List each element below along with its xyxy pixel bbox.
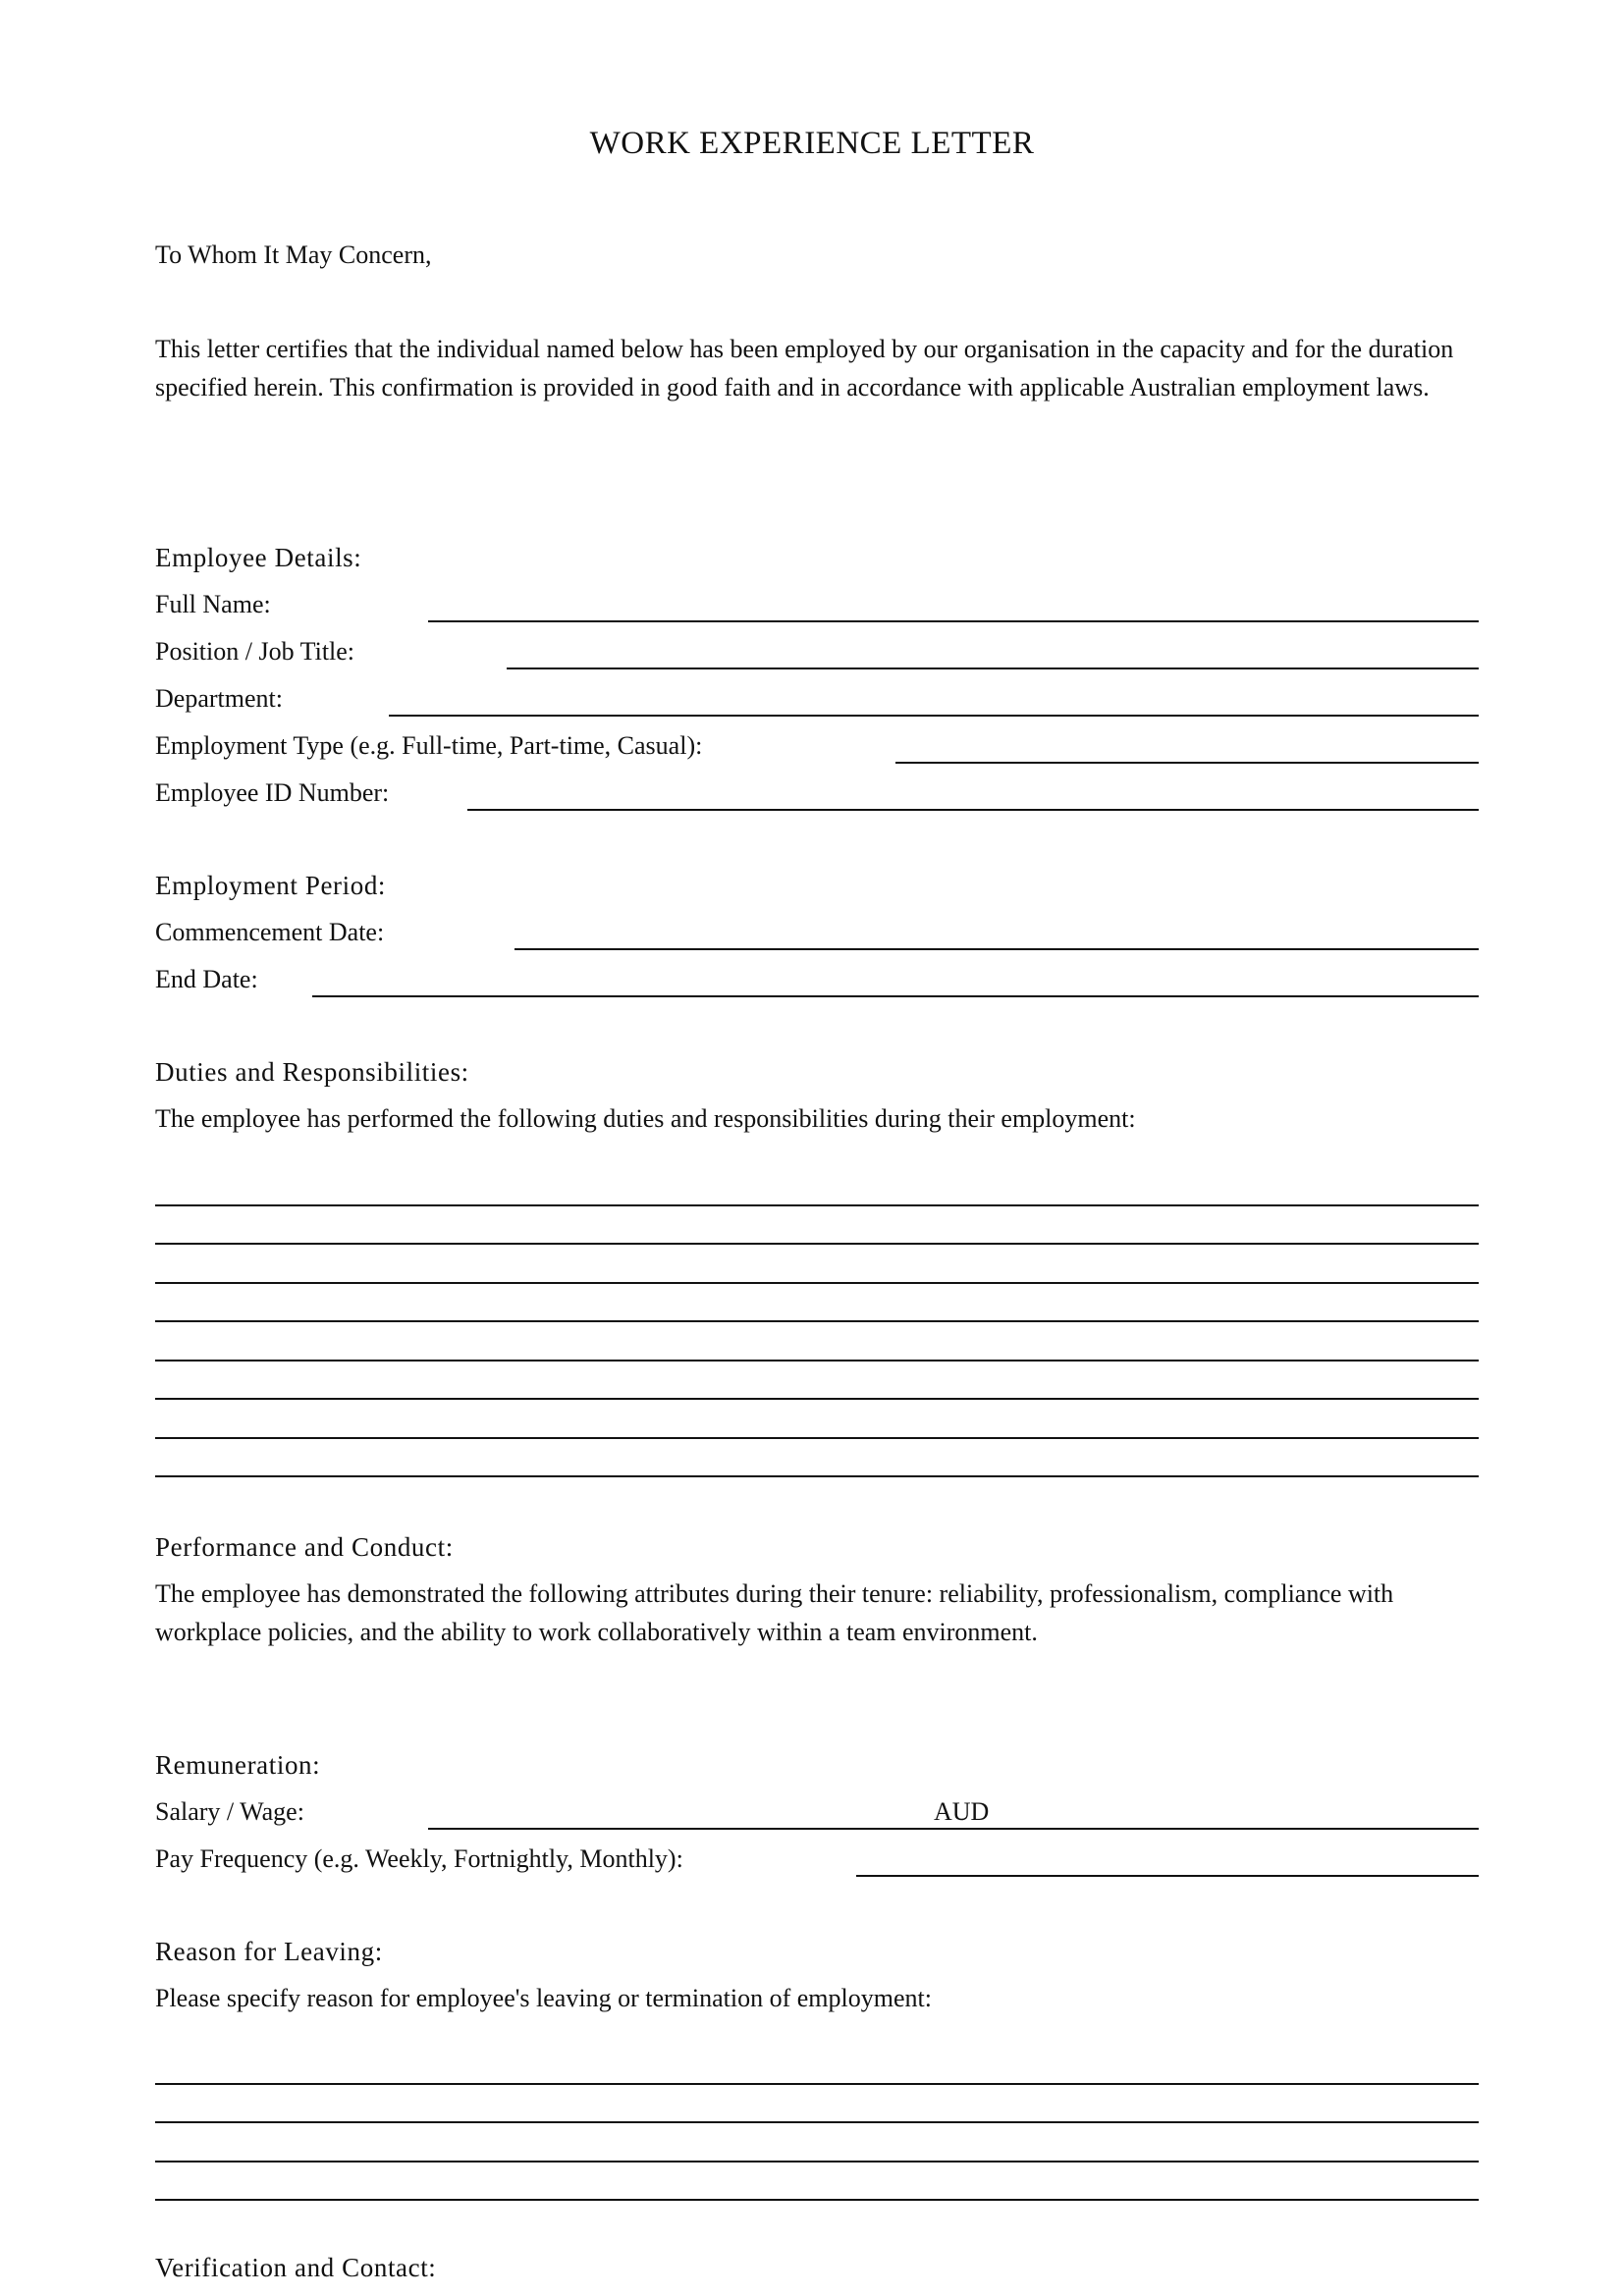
leaving-text: Please specify reason for employee's leaving or termination of employment: (155, 1984, 932, 2012)
salutation: To Whom It May Concern, (155, 240, 432, 269)
commencement-date-label: Commencement Date: (155, 918, 385, 946)
leaving-line[interactable] (155, 2121, 1479, 2123)
full-name-field[interactable] (428, 620, 1479, 622)
performance-heading: Performance and Conduct: (155, 1532, 454, 1562)
position-label: Position / Job Title: (155, 637, 355, 666)
leaving-heading: Reason for Leaving: (155, 1937, 383, 1966)
duties-line[interactable] (155, 1243, 1479, 1245)
position-field[interactable] (507, 667, 1479, 669)
department-label: Department: (155, 684, 283, 713)
employee-details-heading: Employee Details: (155, 543, 362, 572)
employee-id-label: Employee ID Number: (155, 778, 390, 807)
duties-line[interactable] (155, 1320, 1479, 1322)
salary-label: Salary / Wage: (155, 1797, 304, 1826)
employment-type-field[interactable] (895, 762, 1479, 764)
duties-heading: Duties and Responsibilities: (155, 1057, 469, 1087)
remuneration-heading: Remuneration: (155, 1750, 321, 1780)
employment-type-label: Employment Type (e.g. Full-time, Part-time, Casual): (155, 731, 703, 760)
department-field[interactable] (389, 715, 1479, 717)
currency-label: AUD (934, 1797, 990, 1826)
duties-line[interactable] (155, 1360, 1479, 1362)
intro-paragraph: This letter certifies that the individual named below has been employed by our organisation in the capacity and for the duration specified herein. This confirmation is provided in good faith and in accordance with applicable Australian employment laws. (155, 335, 1454, 401)
employee-id-field[interactable] (467, 809, 1479, 811)
end-date-label: End Date: (155, 965, 258, 993)
pay-frequency-field[interactable] (856, 1875, 1479, 1877)
duties-line[interactable] (155, 1398, 1479, 1400)
duties-line[interactable] (155, 1204, 1479, 1206)
verification-heading: Verification and Contact: (155, 2253, 437, 2282)
leaving-line[interactable] (155, 2199, 1479, 2201)
full-name-label: Full Name: (155, 590, 271, 618)
performance-text: The employee has demonstrated the following attributes during their tenure: reliability, professionalism, compliance with workplace policies, and the ability to work collaboratively within a team environment. (155, 1579, 1394, 1646)
pay-frequency-label: Pay Frequency (e.g. Weekly, Fortnightly, Monthly): (155, 1844, 683, 1873)
duties-line[interactable] (155, 1437, 1479, 1439)
duties-text: The employee has performed the following duties and responsibilities during their employment: (155, 1104, 1136, 1133)
commencement-date-field[interactable] (514, 948, 1479, 950)
duties-line[interactable] (155, 1282, 1479, 1284)
letter-title: WORK EXPERIENCE LETTER (589, 126, 1035, 161)
duties-line[interactable] (155, 1475, 1479, 1477)
end-date-field[interactable] (312, 995, 1479, 997)
leaving-line[interactable] (155, 2161, 1479, 2163)
employment-period-heading: Employment Period: (155, 871, 387, 900)
leaving-line[interactable] (155, 2083, 1479, 2085)
